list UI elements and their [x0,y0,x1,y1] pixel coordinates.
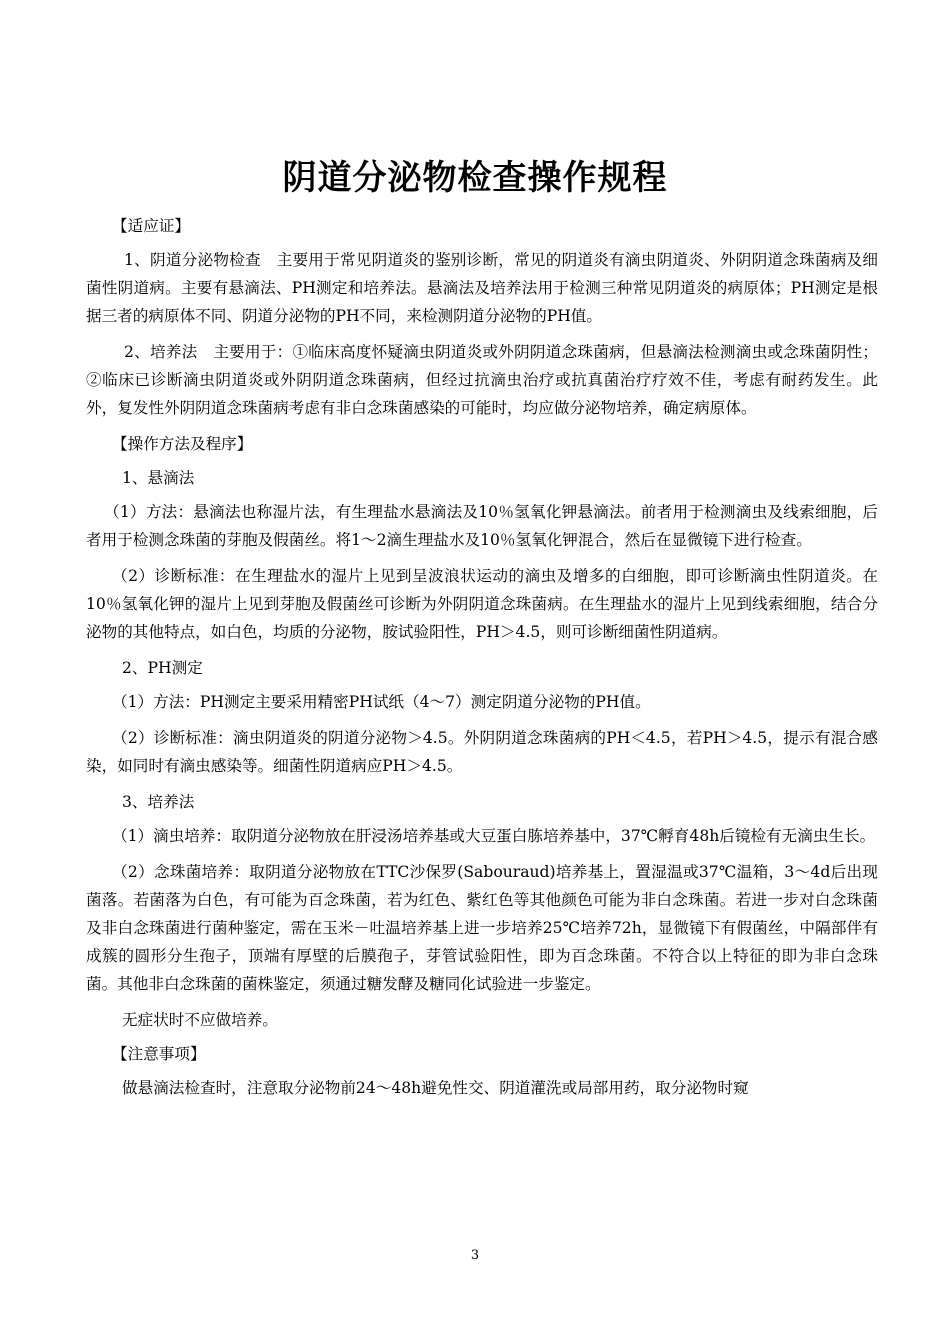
hanging-drop-criteria: （2）诊断标准：在生理盐水的湿片上见到呈波浪状运动的滴虫及增多的白细胞，即可诊断滴虫性阴道炎。在10％氢氧化钾的湿片上见到芽胞及假菌丝可诊断为外阴阴道念珠菌病。在生理盐水的湿片上见到线索细胞，结合分泌物的其他特点，如白色，均质的分泌物，胺试验阳性，PH＞4.5，则可诊断细菌性阴道病。 [86,567,878,641]
ph-criteria: （2）诊断标准：滴虫阴道炎的阴道分泌物＞4.5。外阴阴道念珠菌病的PH＜4.5，若PH＞4.5，提示有混合感染，如同时有滴虫感染等。细菌性阴道病应PH＞4.5。 [86,729,878,775]
indication-paragraph-1: 1、阴道分泌物检查 主要用于常见阴道炎的鉴别诊断，常见的阴道炎有滴虫阴道炎、外阴阴道念珠菌病及细菌性阴道病。主要有悬滴法、PH测定和培养法。悬滴法及培养法用于检测三种常见阴道炎的病原体；PH测定是根据三者的病原体不同、阴道分泌物的PH不同，来检测阴道分泌物的PH值。 [86,251,878,325]
notes-heading: 【注意事项】 [112,1045,206,1063]
document-body [86,212,878,1108]
indication-paragraph-2: 2、培养法 主要用于：①临床高度怀疑滴虫阴道炎或外阴阴道念珠菌病，但悬滴法检测滴虫或念珠菌阴性；②临床已诊断滴虫阴道炎或外阴阴道念珠菌病，但经过抗滴虫治疗或抗真菌治疗疗效不佳，考虑有耐药发生。此外，复发性外阴阴道念珠菌病考虑有非白念珠菌感染的可能时，均应做分泌物培养，确定病原体。 [86,343,878,417]
notes-paragraph-1: 做悬滴法检查时，注意取分泌物前24～48h避免性交、阴道灌洗或局部用药，取分泌物时窥 [122,1079,749,1097]
page-number: 3 [470,1248,480,1263]
culture-trichomonas: （1）滴虫培养：取阴道分泌物放在肝浸汤培养基或大豆蛋白胨培养基中，37℃孵育48h后镜检有无滴虫生长。 [112,827,876,845]
hanging-drop-method: （1）方法：悬滴法也称湿片法，有生理盐水悬滴法及10％氢氧化钾悬滴法。前者用于检测滴虫及线索细胞，后者用于检测念珠菌的芽胞及假菌丝。将1～2滴生理盐水及10％氢氧化钾混合，然后在显微镜下进行检查。 [86,503,878,549]
culture-note: 无症状时不应做培养。 [122,1011,278,1029]
method-heading: 【操作方法及程序】 [112,435,253,453]
indications-heading: 【适应证】 [112,217,190,235]
ph-heading: 2、PH测定 [122,659,203,677]
culture-heading: 3、培养法 [122,793,195,811]
document-title: 阴道分泌物检查操作规程 [282,158,668,198]
hanging-drop-heading: 1、悬滴法 [122,469,195,487]
ph-method: （1）方法：PH测定主要采用精密PH试纸（4～7）测定阴道分泌物的PH值。 [112,693,651,711]
culture-candida: （2）念珠菌培养：取阴道分泌物放在TTC沙保罗(Sabouraud)培养基上，置湿温或37℃温箱，3～4d后出现菌落。若菌落为白色，有可能为百念珠菌，若为红色、紫红色等其他颜色可能为非白念珠菌。若进一步对白念珠菌及非白念珠菌进行菌种鉴定，需在玉米－吐温培养基上进一步培养25℃培养72h，显微镜下有假菌丝，中隔部伴有成簇的圆形分生孢子，顶端有厚壁的后膜孢子，芽管试验阳性，即为百念珠菌。不符合以上特征的即为非白念珠菌。其他非白念珠菌的菌株鉴定，须通过糖发酵及糖同化试验进一步鉴定。 [86,863,878,993]
